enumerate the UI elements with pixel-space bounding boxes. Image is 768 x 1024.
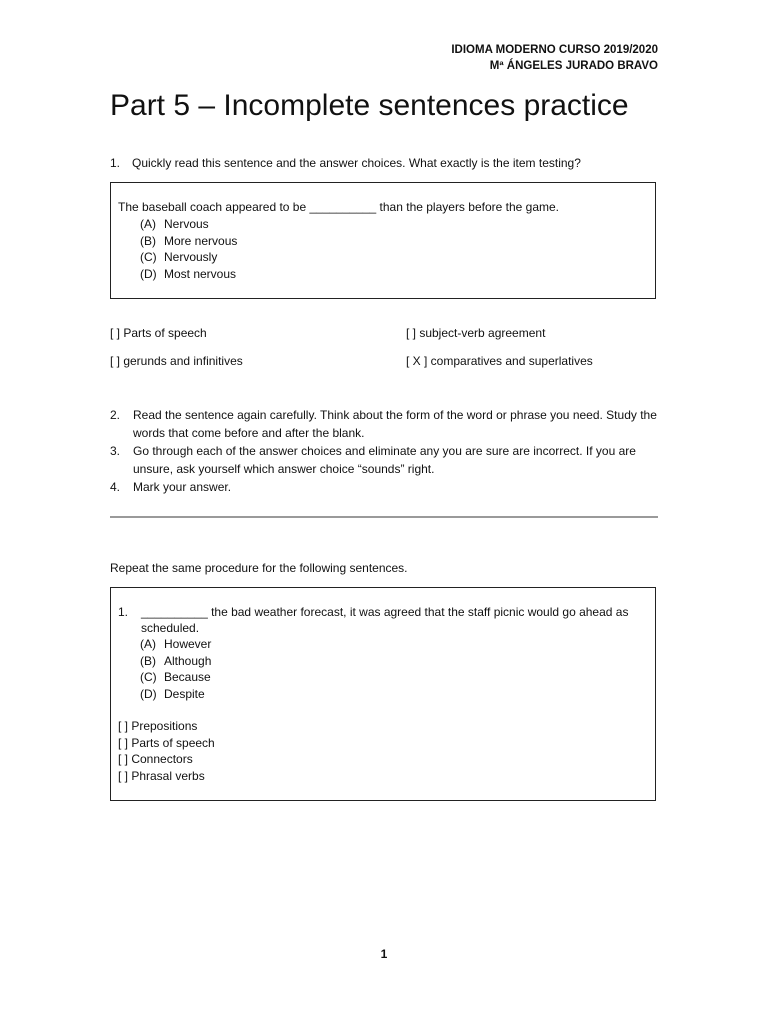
category-connectors[interactable]: [ ] Connectors bbox=[118, 752, 193, 766]
option-a: (A) Nervous bbox=[140, 217, 209, 231]
question-1-instruction bbox=[110, 154, 660, 172]
example-sentence: The baseball coach appeared to be __________ than the players before the game. bbox=[118, 200, 559, 214]
option-b: (B) Although bbox=[140, 653, 212, 668]
choice-gerunds-infinitives[interactable]: [ ] gerunds and infinitives bbox=[110, 354, 243, 368]
category-phrasal-verbs[interactable]: [ ] Phrasal verbs bbox=[118, 768, 205, 783]
practice-sentence-box bbox=[110, 587, 656, 801]
choice-comparatives-superlatives[interactable]: [ X ] comparatives and superlatives bbox=[406, 354, 593, 368]
practice-sentence: __________ the bad weather forecast, it was agreed that the staff picnic would go ahead as scheduled. bbox=[141, 605, 629, 635]
document-header bbox=[278, 42, 658, 74]
choice-subject-verb-agreement[interactable]: [ ] subject-verb agreement bbox=[406, 326, 546, 340]
header-course: IDIOMA MODERNO CURSO 2019/2020 bbox=[451, 44, 658, 56]
option-c: (C) Because bbox=[140, 670, 211, 684]
step-2: 2. Read the sentence again carefully. Think about the form of the word or phrase you need. Study the words that come before and after the blank. bbox=[110, 408, 657, 440]
example-options bbox=[140, 216, 647, 282]
practice-question-1: 1. __________ the bad weather forecast, it was agreed that the staff picnic would go ahead as scheduled. bbox=[118, 604, 647, 636]
option-d: (D) Despite bbox=[140, 686, 205, 701]
step-3: 3. Go through each of the answer choices and eliminate any you are sure are incorrect. If you are unsure, ask yourself which answer choice “sounds” right. bbox=[110, 444, 636, 476]
header-author: Mª ÁNGELES JURADO BRAVO bbox=[489, 60, 658, 72]
option-a: (A) However bbox=[140, 637, 212, 651]
practice-categories bbox=[118, 718, 647, 784]
repeat-instruction: Repeat the same procedure for the following sentences. bbox=[110, 561, 408, 575]
practice-options bbox=[140, 636, 647, 702]
procedure-steps bbox=[110, 406, 670, 496]
option-b: (B) More nervous bbox=[140, 233, 238, 248]
page-title: Part 5 – Incomplete sentences practice bbox=[110, 89, 629, 122]
choice-parts-of-speech[interactable]: [ ] Parts of speech bbox=[110, 326, 207, 340]
question-1-text: Quickly read this sentence and the answer choices. What exactly is the item testing? bbox=[132, 156, 581, 170]
step-4: 4. Mark your answer. bbox=[110, 480, 232, 494]
page-number: 1 bbox=[380, 947, 388, 961]
option-d: (D) Most nervous bbox=[140, 266, 237, 281]
section-divider bbox=[110, 516, 658, 518]
example-sentence-box bbox=[110, 182, 656, 299]
question-1-number: 1. bbox=[110, 156, 121, 170]
category-prepositions[interactable]: [ ] Prepositions bbox=[118, 719, 198, 733]
option-c: (C) Nervously bbox=[140, 250, 218, 264]
category-parts-of-speech[interactable]: [ ] Parts of speech bbox=[118, 735, 215, 750]
